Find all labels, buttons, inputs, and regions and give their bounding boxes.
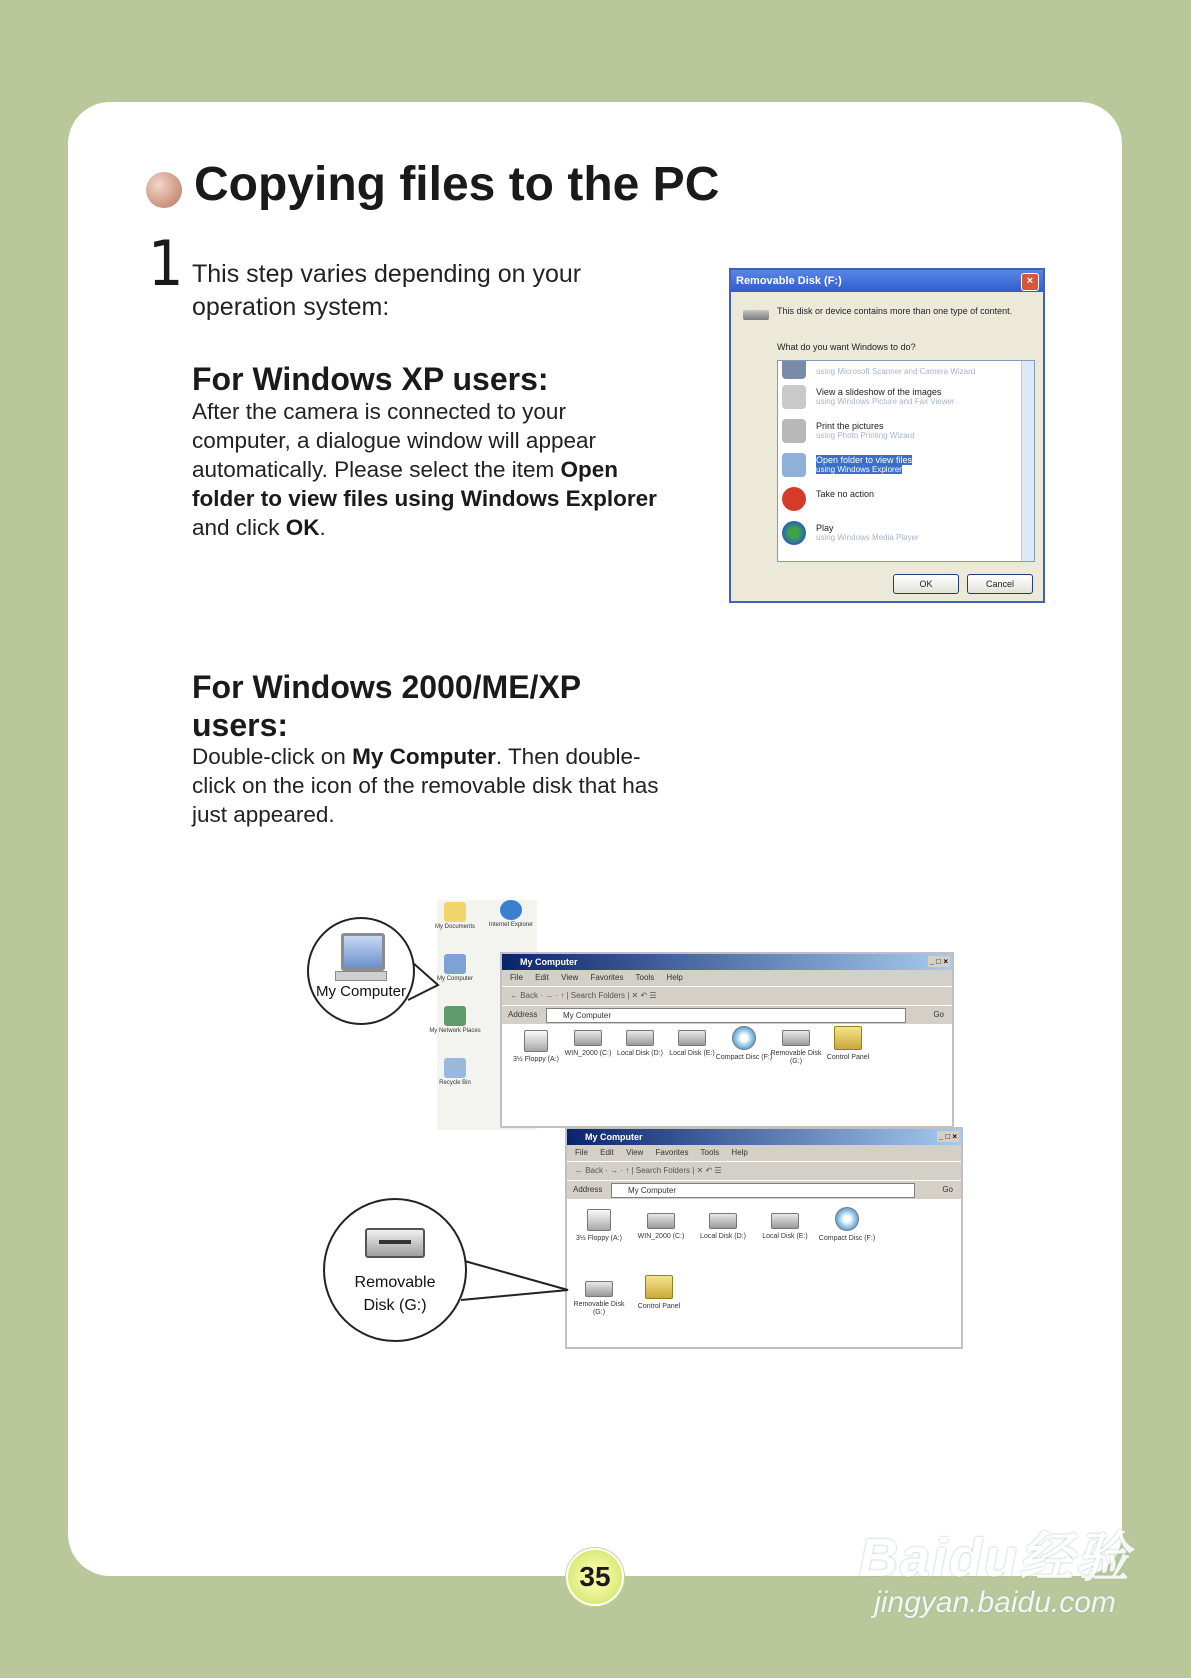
cd-icon xyxy=(835,1207,859,1231)
win2000-instructions: Double-click on My Computer. Then double-click on the icon of the removable disk that has just appeared. xyxy=(192,744,659,827)
removable-label-line1: Removable xyxy=(354,1274,436,1291)
window-controls[interactable]: _ □ × xyxy=(938,1132,957,1141)
dialog-question: What do you want Windows to do? xyxy=(777,342,916,352)
desktop-icon-recycle-bin[interactable]: Recycle Bin xyxy=(425,1058,485,1087)
watermark xyxy=(859,1530,1131,1620)
menu-bar[interactable]: File Edit View Favorites Tools Help xyxy=(502,970,952,986)
drive-c[interactable]: WIN_2000 (C:) xyxy=(558,1030,618,1058)
no-action-icon xyxy=(782,487,806,511)
removable-disk-icon xyxy=(782,1030,810,1046)
list-scrollbar[interactable] xyxy=(1021,361,1034,561)
desktop-icon-internet-explorer[interactable]: Internet Explorer xyxy=(481,900,541,929)
drive-floppy-a[interactable]: 3½ Floppy (A:) xyxy=(506,1030,566,1064)
action-item-scanner[interactable]: using Microsoft Scanner and Camera Wizard xyxy=(782,360,1012,383)
my-computer-callout xyxy=(307,917,415,1025)
ok-button[interactable]: OK xyxy=(893,574,959,594)
hard-disk-icon xyxy=(771,1213,799,1229)
device-icon xyxy=(743,310,769,320)
removable-disk-callout xyxy=(323,1198,467,1342)
action-item-slideshow[interactable]: View a slideshow of the images using Windows Picture and Fax Viewer xyxy=(782,383,1012,413)
removable-label-line2: Disk (G:) xyxy=(363,1297,427,1314)
control-panel[interactable]: Control Panel xyxy=(629,1275,689,1311)
win2000-heading: For Windows 2000/ME/XP users: xyxy=(192,669,581,743)
drive-removable-g[interactable]: Removable Disk (G:) xyxy=(766,1030,826,1066)
drive-e[interactable]: Local Disk (E:) xyxy=(662,1030,722,1058)
watermark-brand: Baidu经验 xyxy=(858,1528,1131,1588)
floppy-icon xyxy=(524,1030,548,1052)
window-titlebar: My Computer _ □ × xyxy=(567,1129,961,1145)
hard-disk-icon xyxy=(709,1213,737,1229)
desktop-icon-network[interactable]: My Network Places xyxy=(425,1006,485,1035)
toolbar[interactable]: ← Back · → · ↑ | Search Folders | ✕ ↶ ☰ xyxy=(567,1161,961,1180)
watermark-url: jingyan.baidu.com xyxy=(874,1586,1116,1619)
computer-icon xyxy=(444,954,466,974)
address-bar: Address My Computer Go xyxy=(502,1005,952,1024)
folder-icon xyxy=(444,902,466,922)
keyboard-icon xyxy=(335,971,387,981)
window-controls[interactable]: _ □ × xyxy=(929,957,948,966)
computer-icon xyxy=(341,933,385,971)
dialog-title: Removable Disk (F:) xyxy=(736,275,842,287)
step-intro: This step varies depending on your operation system: xyxy=(192,260,582,321)
title-bullet-icon xyxy=(146,172,182,208)
drive-compact-disc-f[interactable]: Compact Disc (F:) xyxy=(817,1207,877,1243)
toolbar[interactable]: ← Back · → · ↑ | Search Folders | ✕ ↶ ☰ xyxy=(502,986,952,1005)
action-item-play[interactable]: Play using Windows Media Player xyxy=(782,519,1012,549)
control-panel-icon xyxy=(834,1026,862,1050)
address-input[interactable]: My Computer xyxy=(611,1183,915,1198)
drive-d[interactable]: Local Disk (D:) xyxy=(610,1030,670,1058)
removable-disk-icon xyxy=(585,1281,613,1297)
camera-icon xyxy=(782,360,806,379)
cancel-button[interactable]: Cancel xyxy=(967,574,1033,594)
printer-icon xyxy=(782,419,806,443)
drive-d[interactable]: Local Disk (D:) xyxy=(693,1213,753,1241)
hard-disk-icon xyxy=(574,1030,602,1046)
action-list[interactable] xyxy=(777,360,1035,562)
drive-c[interactable]: WIN_2000 (C:) xyxy=(631,1213,691,1241)
xp-heading: For Windows XP users: xyxy=(192,361,549,397)
address-input[interactable]: My Computer xyxy=(546,1008,906,1023)
control-panel-icon xyxy=(645,1275,673,1299)
go-button[interactable]: Go xyxy=(942,1185,953,1194)
step-number: 1 xyxy=(148,227,184,300)
window-titlebar: My Computer _ □ × xyxy=(502,954,952,970)
action-item-open-folder[interactable]: Open folder to view files using Windows Explorer xyxy=(782,451,1012,481)
dialog-message: This disk or device contains more than one type of content. xyxy=(777,306,1013,316)
xp-autoplay-dialog xyxy=(729,268,1045,603)
network-icon xyxy=(444,1006,466,1026)
hard-disk-icon xyxy=(678,1030,706,1046)
address-bar: Address My Computer Go xyxy=(567,1180,961,1199)
internet-explorer-icon xyxy=(500,900,522,920)
explorer-window-1 xyxy=(500,952,954,1128)
removable-disk-icon xyxy=(365,1228,425,1258)
page-title: Copying files to the PC xyxy=(194,158,720,211)
drive-floppy-a[interactable]: 3½ Floppy (A:) xyxy=(569,1209,629,1243)
action-item-no-action[interactable]: Take no action xyxy=(782,485,1012,515)
floppy-icon xyxy=(587,1209,611,1231)
page-number: 35 xyxy=(566,1548,624,1606)
hard-disk-icon xyxy=(626,1030,654,1046)
explorer-window-2 xyxy=(565,1127,963,1349)
drive-compact-disc-f[interactable]: Compact Disc (F:) xyxy=(714,1026,774,1062)
recycle-bin-icon xyxy=(444,1058,466,1078)
xp-instructions: After the camera is connected to your computer, a dialogue window will appear automatically. Please select the item Open folder to view files using Windows Explorer and click OK. xyxy=(192,399,657,540)
action-item-print[interactable]: Print the pictures using Photo Printing Wizard xyxy=(782,417,1012,447)
folder-icon xyxy=(782,453,806,477)
close-icon[interactable]: × xyxy=(1021,273,1039,291)
drive-e[interactable]: Local Disk (E:) xyxy=(755,1213,815,1241)
go-button[interactable]: Go xyxy=(933,1010,944,1019)
menu-bar[interactable]: File Edit View Favorites Tools Help xyxy=(567,1145,961,1161)
desktop-icon-my-computer[interactable]: My Computer xyxy=(425,954,485,983)
control-panel[interactable]: Control Panel xyxy=(818,1026,878,1062)
drive-removable-g[interactable]: Removable Disk (G:) xyxy=(569,1281,629,1317)
slideshow-icon xyxy=(782,385,806,409)
my-computer-label: My Computer xyxy=(315,983,407,1000)
dialog-titlebar xyxy=(731,270,1043,292)
desktop-icon-my-documents[interactable]: My Documents xyxy=(425,902,485,931)
hard-disk-icon xyxy=(647,1213,675,1229)
cd-icon xyxy=(732,1026,756,1050)
media-player-icon xyxy=(782,521,806,545)
